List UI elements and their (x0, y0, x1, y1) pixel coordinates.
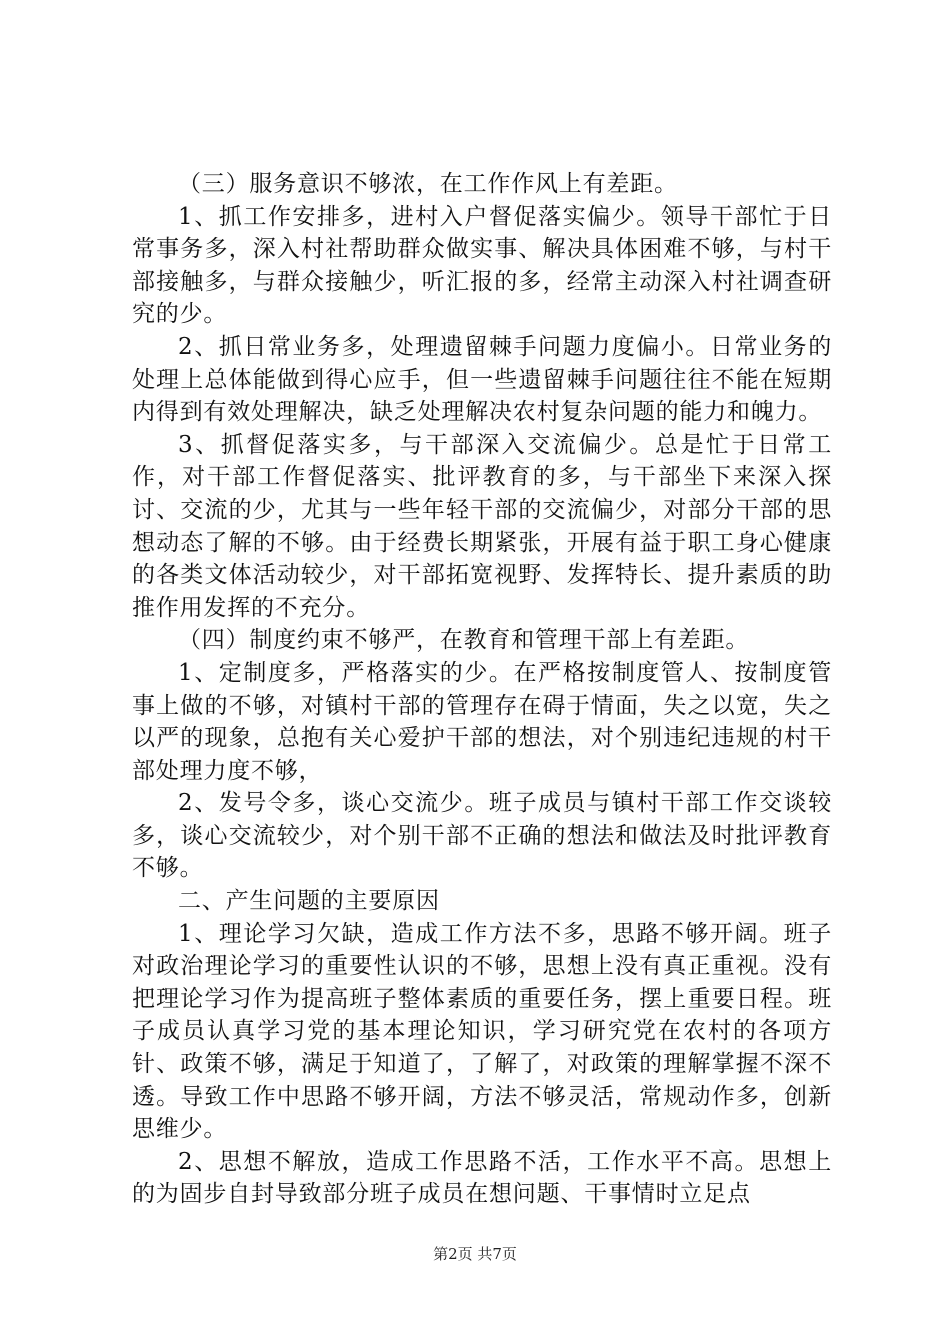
paragraph: 2、思想不解放，造成工作思路不活，工作水平不高。思想上的为固步自封导致部分班子成员在想问题、干事情时立足点 (132, 1148, 832, 1208)
page-footer: 第2页 共7页 (433, 1245, 517, 1263)
paragraph: 1、理论学习欠缺，造成工作方法不多，思路不够开阔。班子对政治理论学习的重要性认识的不够，思想上没有真正重视。没有把理论学习作为提高班子整体素质的重要任务，摆上重要日程。班子成员认真学习党的基本理论知识，学习研究党在农村的各项方针、政策不够，满足于知道了，了解了，对政策的理解掌握不深不透。导致工作中思路不够开阔，方法不够灵活，常规动作多，创新思维少。 (132, 920, 832, 1143)
paragraph: 1、抓工作安排多，进村入户督促落实偏少。领导干部忙于日常事务多，深入村社帮助群众做实事、解决具体困难不够，与村干部接触多，与群众接触少，听汇报的多，经常主动深入村社调查研究的少。 (132, 203, 832, 328)
paragraph: 2、发号令多，谈心交流少。班子成员与镇村干部工作交谈较多，谈心交流较少，对个别干部不正确的想法和做法及时批评教育不够。 (132, 790, 832, 882)
paragraph: 1、定制度多，严格落实的少。在严格按制度管人、按制度管事上做的不够，对镇村干部的管理存在碍于情面，失之以宽，失之以严的现象，总抱有关心爱护干部的想法，对个别违纪违规的村干部处理力度不够， (132, 659, 832, 784)
paragraph: 3、抓督促落实多，与干部深入交流偏少。总是忙于日常工作，对干部工作督促落实、批评教育的多，与干部坐下来深入探讨、交流的少，尤其与一些年轻干部的交流偏少，对部分干部的思想动态了解的不够。由于经费长期紧张，开展有益于职工身心健康的各类文体活动较少，对干部拓宽视野、发挥特长、提升素质的助推作用发挥的不充分。 (132, 431, 832, 621)
section-heading-4: （四）制度约束不够严，在教育和管理干部上有差距。 (178, 627, 750, 654)
section-heading-3: （三）服务意识不够浓，在工作作风上有差距。 (178, 171, 678, 197)
paragraph: 2、抓日常业务多，处理遗留棘手问题力度偏小。日常业务的处理上总体能做到得心应手，但一些遗留棘手问题往往不能在短期内得到有效处理解决，缺乏处理解决农村复杂问题的能力和魄力。 (132, 333, 832, 426)
section-heading-causes: 二、产生问题的主要原因 (178, 888, 440, 915)
document-body (132, 168, 832, 1211)
